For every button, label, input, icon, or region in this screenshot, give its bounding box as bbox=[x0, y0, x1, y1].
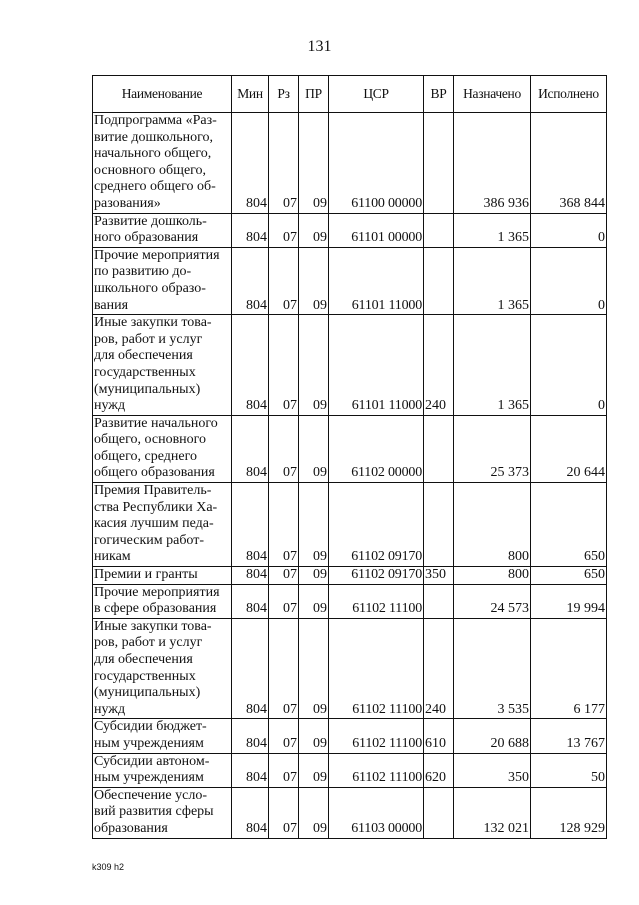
table-row bbox=[93, 483, 607, 567]
cell-assigned: 25 373 bbox=[454, 415, 531, 482]
cell-executed: 0 bbox=[531, 247, 607, 314]
table-body bbox=[93, 113, 607, 839]
cell-pr: 09 bbox=[299, 618, 329, 719]
name-line: Премия Правитель- bbox=[94, 483, 212, 499]
name-line: для обеспечения bbox=[94, 348, 193, 364]
cell-csr: 61102 00000 bbox=[329, 415, 424, 482]
name-line: по развитию до- bbox=[94, 264, 192, 280]
cell-vr bbox=[424, 247, 454, 314]
cell-executed: 20 644 bbox=[531, 415, 607, 482]
cell-csr: 61103 00000 bbox=[329, 787, 424, 838]
cell-vr: 350 bbox=[424, 567, 454, 585]
cell-pr: 09 bbox=[299, 584, 329, 618]
cell-assigned: 1 365 bbox=[454, 213, 531, 247]
column-header-executed: Исполнено bbox=[531, 76, 607, 113]
cell-name bbox=[93, 567, 232, 585]
cell-assigned: 20 688 bbox=[454, 719, 531, 753]
cell-vr: 610 bbox=[424, 719, 454, 753]
cell-csr: 61101 11000 bbox=[329, 247, 424, 314]
cell-rz: 07 bbox=[269, 753, 299, 787]
cell-pr: 09 bbox=[299, 787, 329, 838]
cell-assigned: 3 535 bbox=[454, 618, 531, 719]
name-line: (муниципальных) bbox=[94, 381, 201, 397]
cell-csr: 61102 09170 bbox=[329, 483, 424, 567]
name-line: Прочие мероприятия bbox=[94, 247, 220, 263]
name-line: государственных bbox=[94, 668, 196, 684]
name-line: ства Республики Ха- bbox=[94, 499, 218, 515]
table-row bbox=[93, 315, 607, 416]
cell-min: 804 bbox=[232, 567, 269, 585]
cell-executed: 650 bbox=[531, 483, 607, 567]
name-line: разования» bbox=[94, 195, 161, 211]
table-row bbox=[93, 753, 607, 787]
cell-executed: 19 994 bbox=[531, 584, 607, 618]
name-line: начального общего, bbox=[94, 146, 212, 162]
cell-executed: 368 844 bbox=[531, 113, 607, 214]
cell-name bbox=[93, 113, 232, 214]
cell-assigned: 1 365 bbox=[454, 247, 531, 314]
cell-min: 804 bbox=[232, 213, 269, 247]
cell-assigned: 24 573 bbox=[454, 584, 531, 618]
name-line: образования bbox=[94, 820, 168, 836]
column-header-csr: ЦСР bbox=[329, 76, 424, 113]
name-line: государственных bbox=[94, 364, 196, 380]
cell-executed: 13 767 bbox=[531, 719, 607, 753]
cell-csr: 61101 11000 bbox=[329, 315, 424, 416]
name-line: Обеспечение усло- bbox=[94, 787, 207, 803]
name-line: касия лучшим педа- bbox=[94, 516, 214, 532]
cell-pr: 09 bbox=[299, 213, 329, 247]
cell-assigned: 386 936 bbox=[454, 113, 531, 214]
name-line: общего образования bbox=[94, 465, 215, 481]
cell-executed: 6 177 bbox=[531, 618, 607, 719]
name-line: Развитие начального bbox=[94, 415, 218, 431]
cell-rz: 07 bbox=[269, 113, 299, 214]
cell-rz: 07 bbox=[269, 567, 299, 585]
cell-rz: 07 bbox=[269, 719, 299, 753]
cell-vr: 240 bbox=[424, 618, 454, 719]
cell-pr: 09 bbox=[299, 247, 329, 314]
cell-min: 804 bbox=[232, 483, 269, 567]
cell-rz: 07 bbox=[269, 618, 299, 719]
cell-executed: 0 bbox=[531, 315, 607, 416]
cell-rz: 07 bbox=[269, 213, 299, 247]
budget-table bbox=[92, 75, 607, 839]
name-line: вий развития сферы bbox=[94, 804, 214, 820]
cell-rz: 07 bbox=[269, 483, 299, 567]
cell-vr bbox=[424, 113, 454, 214]
page-number: 131 bbox=[307, 38, 332, 55]
cell-vr bbox=[424, 787, 454, 838]
cell-assigned: 800 bbox=[454, 483, 531, 567]
cell-name bbox=[93, 618, 232, 719]
cell-executed: 128 929 bbox=[531, 787, 607, 838]
name-line: Иные закупки това- bbox=[94, 618, 212, 634]
cell-pr: 09 bbox=[299, 415, 329, 482]
name-line: (муниципальных) bbox=[94, 685, 201, 701]
cell-min: 804 bbox=[232, 247, 269, 314]
cell-executed: 0 bbox=[531, 213, 607, 247]
name-line: ров, работ и услуг bbox=[94, 331, 203, 347]
cell-name bbox=[93, 753, 232, 787]
name-line: Премии и гранты bbox=[94, 567, 198, 583]
cell-assigned: 1 365 bbox=[454, 315, 531, 416]
cell-name bbox=[93, 719, 232, 753]
table-header-row bbox=[93, 76, 607, 113]
cell-csr: 61100 00000 bbox=[329, 113, 424, 214]
table-row bbox=[93, 618, 607, 719]
cell-min: 804 bbox=[232, 618, 269, 719]
name-line: для обеспечения bbox=[94, 652, 193, 667]
cell-vr bbox=[424, 483, 454, 567]
name-line: никам bbox=[94, 549, 131, 565]
cell-name bbox=[93, 787, 232, 838]
name-line: нужд bbox=[94, 398, 126, 414]
cell-vr: 620 bbox=[424, 753, 454, 787]
cell-vr bbox=[424, 213, 454, 247]
cell-vr bbox=[424, 415, 454, 482]
cell-assigned: 132 021 bbox=[454, 787, 531, 838]
cell-csr: 61102 09170 bbox=[329, 567, 424, 585]
column-header-vr: ВР bbox=[424, 76, 454, 113]
cell-min: 804 bbox=[232, 787, 269, 838]
cell-rz: 07 bbox=[269, 787, 299, 838]
cell-min: 804 bbox=[232, 584, 269, 618]
column-header-min: Мин bbox=[232, 76, 269, 113]
cell-name bbox=[93, 415, 232, 482]
cell-pr: 09 bbox=[299, 567, 329, 585]
table-row bbox=[93, 787, 607, 838]
cell-name bbox=[93, 584, 232, 618]
cell-assigned: 800 bbox=[454, 567, 531, 585]
name-line: школьного образо- bbox=[94, 280, 206, 296]
cell-csr: 61102 11100 bbox=[329, 753, 424, 787]
document-code: k309 h2 bbox=[92, 862, 125, 872]
cell-min: 804 bbox=[232, 315, 269, 416]
name-line: в сфере образования bbox=[94, 601, 217, 617]
name-line: Развитие дошколь- bbox=[94, 213, 207, 229]
name-line: гогическим работ- bbox=[94, 532, 205, 548]
column-header-pr: ПР bbox=[299, 76, 329, 113]
cell-csr: 61101 00000 bbox=[329, 213, 424, 247]
cell-name bbox=[93, 247, 232, 314]
name-line: общего, среднего bbox=[94, 448, 197, 464]
cell-executed: 50 bbox=[531, 753, 607, 787]
cell-name bbox=[93, 213, 232, 247]
name-line: общего, основного bbox=[94, 432, 207, 448]
cell-csr: 61102 11100 bbox=[329, 719, 424, 753]
name-line: Субсидии автоном- bbox=[94, 753, 210, 769]
name-line: ров, работ и услуг bbox=[94, 635, 203, 651]
name-line: среднего общего об- bbox=[94, 179, 216, 195]
cell-min: 804 bbox=[232, 415, 269, 482]
name-line: Прочие мероприятия bbox=[94, 584, 220, 600]
name-line: нужд bbox=[94, 701, 126, 717]
cell-rz: 07 bbox=[269, 247, 299, 314]
cell-min: 804 bbox=[232, 719, 269, 753]
name-line: ного образования bbox=[94, 230, 199, 246]
name-line: Подпрограмма «Раз- bbox=[94, 113, 217, 128]
cell-pr: 09 bbox=[299, 315, 329, 416]
table-row bbox=[93, 213, 607, 247]
cell-csr: 61102 11100 bbox=[329, 584, 424, 618]
column-header-rz: Рз bbox=[269, 76, 299, 113]
cell-pr: 09 bbox=[299, 483, 329, 567]
cell-csr: 61102 11100 bbox=[329, 618, 424, 719]
cell-rz: 07 bbox=[269, 415, 299, 482]
name-line: ным учреждениям bbox=[94, 770, 204, 786]
table-row bbox=[93, 567, 607, 585]
column-header-name: Наименование bbox=[93, 76, 232, 113]
cell-min: 804 bbox=[232, 113, 269, 214]
column-header-assigned: Назначено bbox=[454, 76, 531, 113]
table-row bbox=[93, 247, 607, 314]
table-row bbox=[93, 113, 607, 214]
cell-vr bbox=[424, 584, 454, 618]
cell-vr: 240 bbox=[424, 315, 454, 416]
table-row bbox=[93, 584, 607, 618]
name-line: ным учреждениям bbox=[94, 735, 204, 751]
name-line: Субсидии бюджет- bbox=[94, 719, 207, 735]
cell-rz: 07 bbox=[269, 584, 299, 618]
name-line: вания bbox=[94, 297, 129, 313]
cell-pr: 09 bbox=[299, 113, 329, 214]
cell-min: 804 bbox=[232, 753, 269, 787]
table-row bbox=[93, 415, 607, 482]
cell-rz: 07 bbox=[269, 315, 299, 416]
name-line: Иные закупки това- bbox=[94, 315, 212, 331]
cell-executed: 650 bbox=[531, 567, 607, 585]
cell-name bbox=[93, 483, 232, 567]
cell-pr: 09 bbox=[299, 719, 329, 753]
cell-pr: 09 bbox=[299, 753, 329, 787]
cell-assigned: 350 bbox=[454, 753, 531, 787]
name-line: витие дошкольного, bbox=[94, 129, 213, 145]
cell-name bbox=[93, 315, 232, 416]
table-row bbox=[93, 719, 607, 753]
name-line: основного общего, bbox=[94, 162, 207, 178]
